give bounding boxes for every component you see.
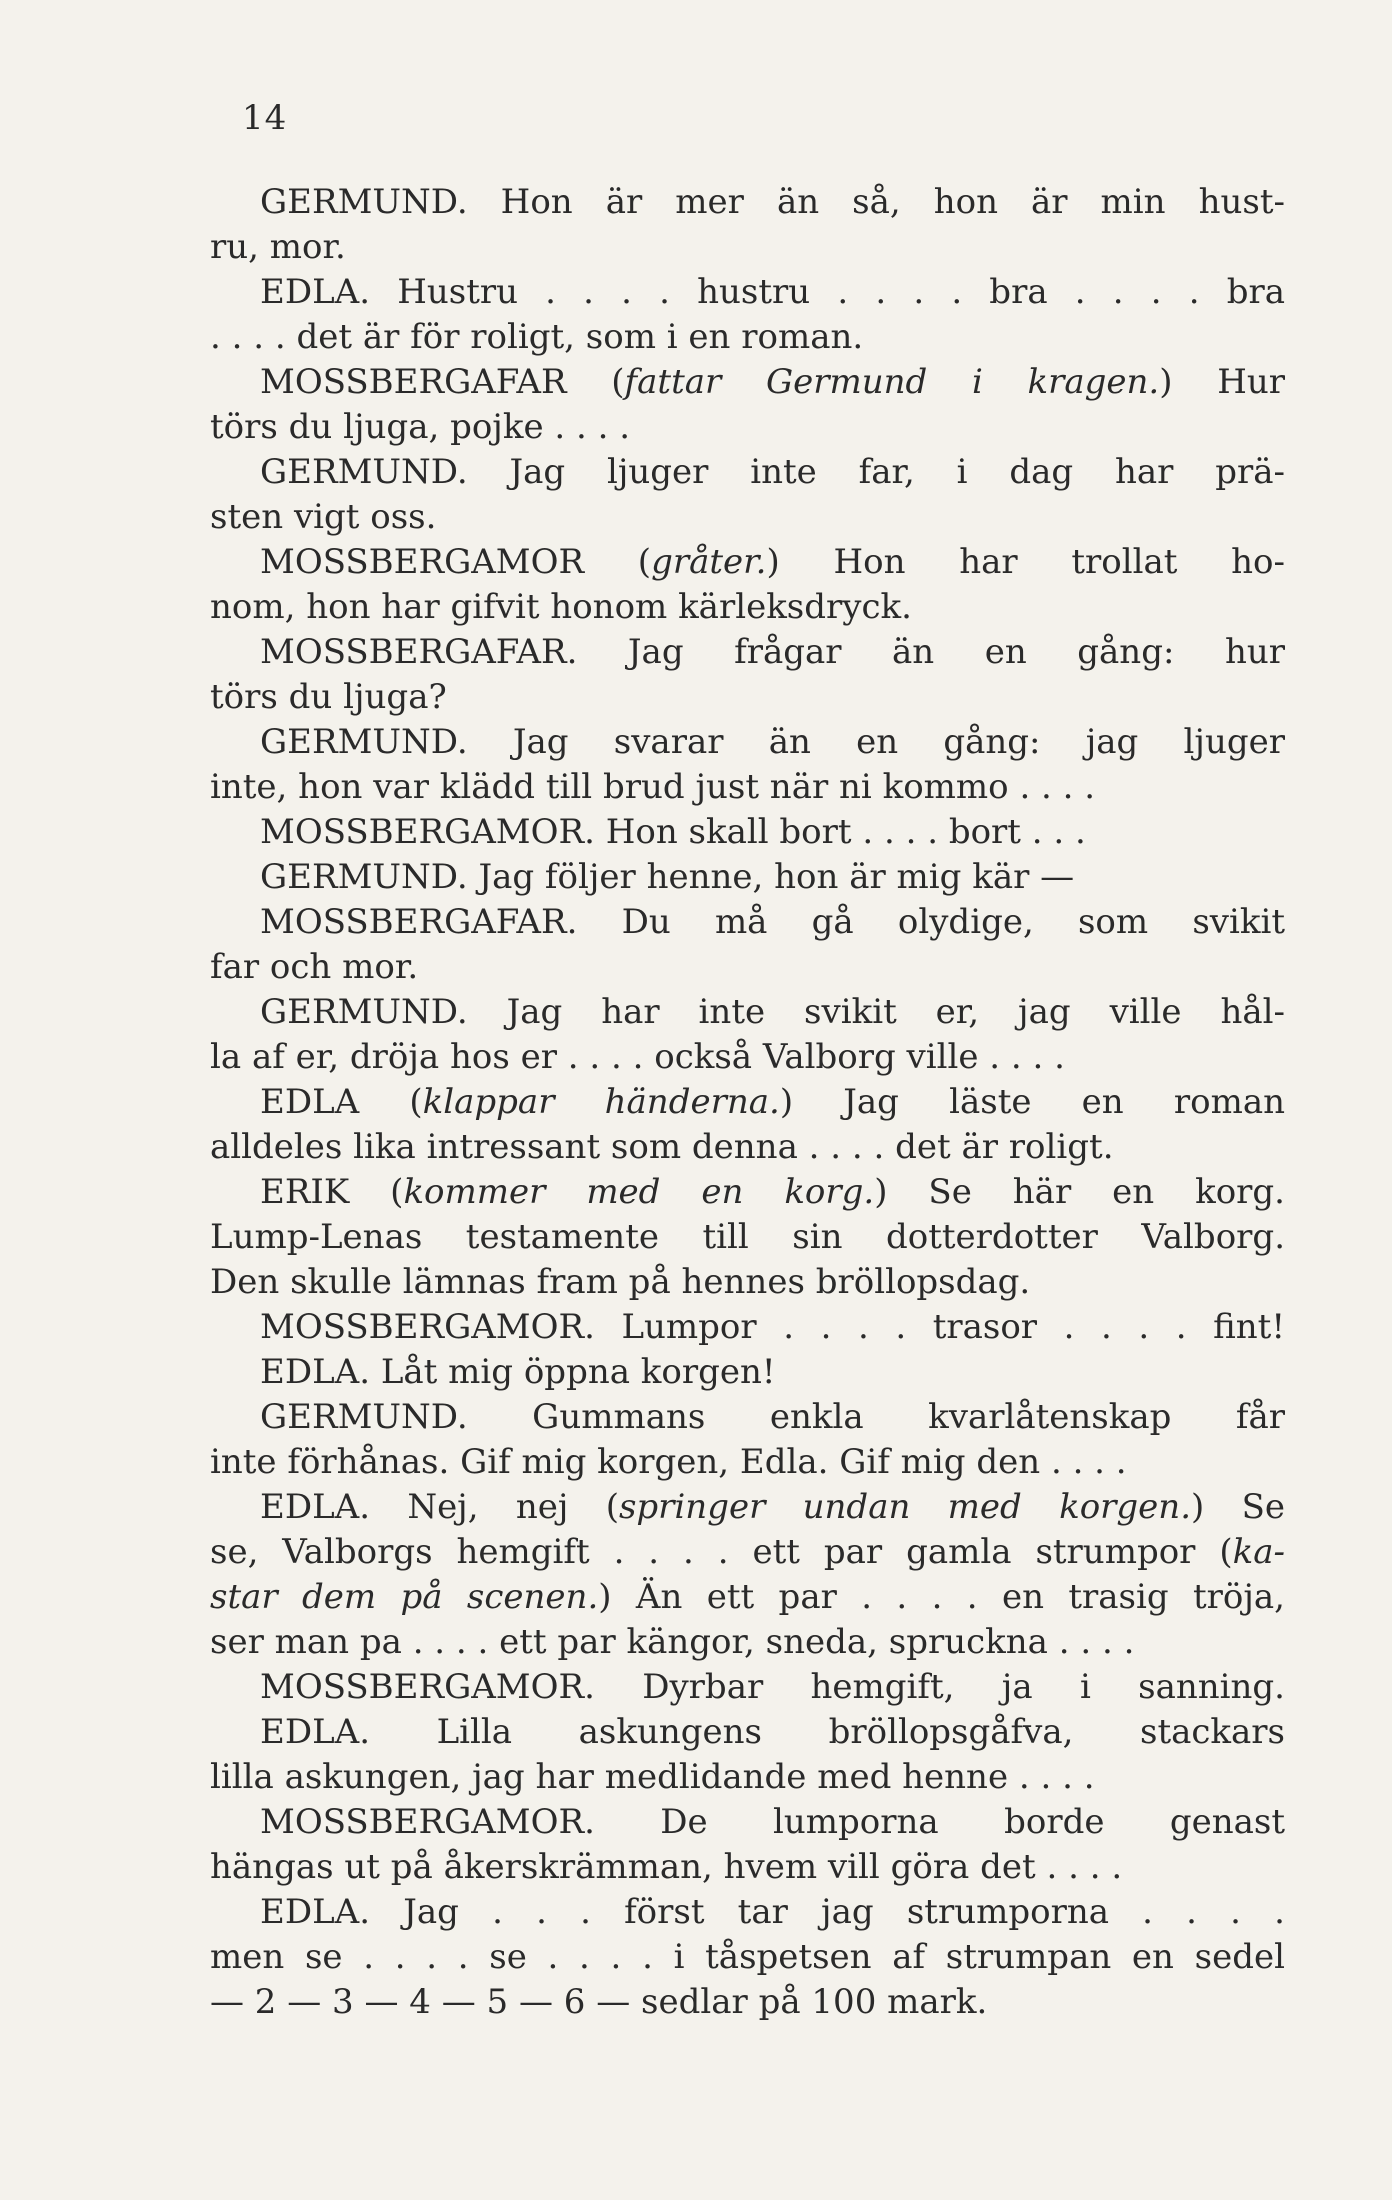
text-line: [210, 1935, 1285, 1980]
text-line: [210, 450, 1285, 495]
text-line: [210, 1395, 1285, 1440]
text-segment: ) Se: [1191, 1487, 1285, 1527]
text-line: [210, 225, 1285, 270]
text-line: [210, 585, 1285, 630]
text-line: [210, 1755, 1285, 1800]
stage-direction: springer undan med korgen.: [618, 1487, 1192, 1527]
text-line: [210, 1710, 1285, 1755]
text-segment: ) Hur: [1159, 362, 1286, 402]
text-segment: GERMUND. Hon är mer än så, hon är min hust-: [260, 182, 1285, 222]
text-segment: nom, hon har gifvit honom kärleksdryck.: [210, 587, 912, 627]
text-line: [210, 945, 1285, 990]
text-segment: EDLA. Jag . . . först tar jag strumporna . . . .: [260, 1892, 1285, 1932]
text-segment: ) Se här en korg.: [874, 1172, 1285, 1212]
text-line: [210, 675, 1285, 720]
text-line: [210, 900, 1285, 945]
text-line: [210, 720, 1285, 765]
text-line: [210, 270, 1285, 315]
text-segment: EDLA. Hustru . . . . hustru . . . . bra . . . . bra: [260, 272, 1285, 312]
text-segment: hängas ut på åkerskrämman, hvem vill göra det . . . .: [210, 1847, 1123, 1887]
text-segment: ERIK (: [260, 1172, 404, 1212]
text-line: [210, 1980, 1285, 2025]
text-segment: men se . . . . se . . . . i tåspetsen af strumpan en sedel: [210, 1937, 1285, 1977]
text-line: [210, 1800, 1285, 1845]
text-line: [210, 1215, 1285, 1260]
text-line: [210, 1305, 1285, 1350]
text-segment: GERMUND. Jag ljuger inte far, i dag har prä-: [260, 452, 1285, 492]
text-segment: GERMUND. Jag svarar än en gång: jag ljuger: [260, 722, 1285, 762]
text-segment: ) Än ett par . . . . en trasig tröja,: [598, 1577, 1285, 1617]
text-segment: MOSSBERGAMOR. Lumpor . . . . trasor . . . . fint!: [260, 1307, 1285, 1347]
text-segment: MOSSBERGAMOR (: [260, 542, 652, 582]
text-line: [210, 990, 1285, 1035]
text-line: [210, 315, 1285, 360]
text-segment: törs du ljuga, pojke . . . .: [210, 407, 631, 447]
text-segment: — 2 — 3 — 4 — 5 — 6 — sedlar på 100 mark.: [210, 1982, 988, 2022]
text-line: [210, 1620, 1285, 1665]
text-line: [210, 495, 1285, 540]
text-line: [210, 765, 1285, 810]
stage-direction: gråter.: [651, 542, 767, 582]
text-segment: lilla askungen, jag har medlidande med henne . . . .: [210, 1757, 1095, 1797]
text-segment: EDLA (: [260, 1082, 423, 1122]
text-segment: ) Hon har trollat ho-: [766, 542, 1286, 582]
text-segment: ser man pa . . . . ett par kängor, sneda, spruckna . . . .: [210, 1622, 1135, 1662]
text-segment: far och mor.: [210, 947, 419, 987]
text-segment: la af er, dröja hos er . . . . också Valborg ville . . . .: [210, 1037, 1065, 1077]
text-segment: alldeles lika intressant som denna . . . . det är roligt.: [210, 1127, 1114, 1167]
text-segment: MOSSBERGAFAR (: [260, 362, 625, 402]
text-line: [210, 1080, 1285, 1125]
text-segment: MOSSBERGAMOR. Dyrbar hemgift, ja i sanning.: [260, 1667, 1285, 1707]
text-line: [210, 1530, 1285, 1575]
text-line: [210, 1260, 1285, 1305]
text-segment: Lump-Lenas testamente till sin dotterdotter Valborg.: [210, 1217, 1285, 1257]
text-segment: inte, hon var klädd till brud just när ni kommo . . . .: [210, 767, 1096, 807]
text-segment: EDLA. Låt mig öppna korgen!: [260, 1352, 776, 1392]
text-segment: MOSSBERGAMOR. De lumporna borde genast: [260, 1802, 1285, 1842]
text-segment: GERMUND. Jag har inte svikit er, jag ville hål-: [260, 992, 1285, 1032]
text-segment: GERMUND. Jag följer henne, hon är mig kär —: [260, 857, 1075, 897]
text-line: [210, 180, 1285, 225]
stage-direction: kommer med en korg.: [403, 1172, 875, 1212]
text-segment: GERMUND. Gummans enkla kvarlåtenskap får: [260, 1397, 1285, 1437]
text-segment: se, Valborgs hemgift . . . . ett par gamla strumpor (: [210, 1532, 1233, 1572]
text-line: [210, 540, 1285, 585]
text-segment: MOSSBERGAFAR. Jag frågar än en gång: hur: [260, 632, 1285, 672]
text-line: [210, 855, 1285, 900]
text-segment: ) Jag läste en roman: [779, 1082, 1285, 1122]
stage-direction: star dem på scenen.: [210, 1577, 599, 1617]
text-segment: inte förhånas. Gif mig korgen, Edla. Gif mig den . . . .: [210, 1442, 1127, 1482]
text-line: [210, 810, 1285, 855]
text-segment: sten vigt oss.: [210, 497, 437, 537]
text-segment: Den skulle lämnas fram på hennes bröllopsdag.: [210, 1262, 1031, 1302]
text-line: [210, 1350, 1285, 1395]
text-line: [210, 360, 1285, 405]
text-segment: . . . . det är för roligt, som i en roman.: [210, 317, 864, 357]
text-line: [210, 1440, 1285, 1485]
play-text: [210, 180, 1285, 2025]
text-segment: EDLA. Nej, nej (: [260, 1487, 619, 1527]
text-segment: EDLA. Lilla askungens bröllopsgåfva, stackars: [260, 1712, 1285, 1752]
stage-direction: fattar Germund i kragen.: [624, 362, 1160, 402]
text-line: [210, 630, 1285, 675]
text-line: [210, 1890, 1285, 1935]
text-line: [210, 1035, 1285, 1080]
text-line: [210, 1170, 1285, 1215]
text-segment: törs du ljuga?: [210, 677, 447, 717]
text-line: [210, 1845, 1285, 1890]
text-line: [210, 1575, 1285, 1620]
text-line: [210, 405, 1285, 450]
page-number: 14: [242, 98, 288, 138]
text-segment: ru, mor.: [210, 227, 346, 267]
text-line: [210, 1485, 1285, 1530]
stage-direction: ka-: [1232, 1532, 1285, 1572]
text-segment: MOSSBERGAFAR. Du må gå olydige, som svikit: [260, 902, 1285, 942]
text-line: [210, 1665, 1285, 1710]
stage-direction: klappar händerna.: [422, 1082, 780, 1122]
text-line: [210, 1125, 1285, 1170]
text-segment: MOSSBERGAMOR. Hon skall bort . . . . bort . . .: [260, 812, 1086, 852]
